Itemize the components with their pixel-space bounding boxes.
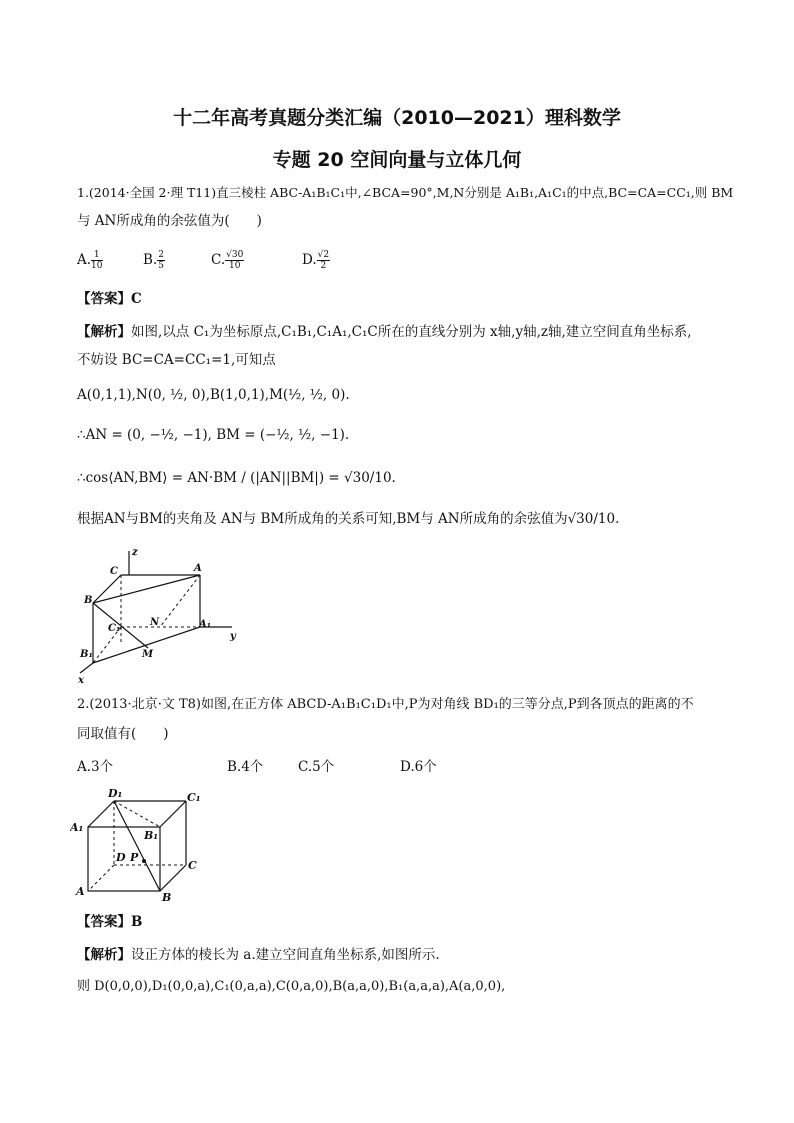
q2-option-c: C.5个 [298, 759, 335, 775]
fig2-label-c: C [188, 859, 197, 872]
page-subtitle: 专题 20 空间向量与立体几何 [272, 149, 522, 171]
q1-stem-line2: 与 AN所成角的余弦值为( ) [77, 213, 262, 229]
fig1-label-a: A [194, 563, 202, 574]
q1-option-a: A. $\frac{1}{10}$ [77, 250, 103, 271]
q1-option-d: D. $\frac{√2}{2}$ [302, 250, 330, 271]
fig1-label-z: z [132, 547, 138, 558]
fig2-label-d1: D₁ [108, 787, 123, 800]
fig1-label-n: N [150, 617, 160, 628]
q1-options [77, 250, 477, 276]
fig1-label-b1: B₁ [80, 649, 93, 660]
fig1-label-c: C [110, 566, 118, 577]
q2-analysis-head: 【解析】 [77, 947, 131, 963]
q1-analysis-line2: 不妨设 BC=CA=CC₁=1,可知点 [77, 352, 276, 368]
q1-analysis-head: 【解析】 [77, 324, 131, 340]
q1-option-b: B. $\frac{2}{5}$ [143, 250, 164, 271]
fig2-label-a1: A₁ [70, 821, 84, 834]
fig1-label-a1: A₁ [199, 619, 212, 630]
fig1-label-x: x [78, 675, 84, 685]
q2-answer: 【答案】B [77, 914, 143, 930]
q2-option-d: D.6个 [400, 759, 437, 775]
fig1-label-y: y [230, 631, 236, 642]
q2-option-b: B.4个 [227, 759, 264, 775]
fig2-label-c1: C₁ [187, 791, 201, 804]
q1-option-c: C. $\frac{√30}{10}$ [211, 250, 244, 271]
q2-coords: 则 D(0,0,0),D₁(0,0,a),C₁(0,a,a),C(0,a,0),B(a,a,0),B₁(a,a,a),A(a,0,0), [77, 979, 506, 994]
fig2-label-a: A [76, 885, 85, 898]
fig1-label-b: B [84, 595, 93, 606]
q1-coords: A(0,1,1),N(0, ½, 0),B(1,0,1),M(½, ½, 0). [77, 387, 350, 403]
q1-answer: 【答案】C [77, 291, 142, 307]
q1-stem-line1: 1.(2014·全国 2·理 T11)直三棱柱 ABC-A₁B₁C₁中,∠BCA=90°,M,N分别是 A₁B₁,A₁C₁的中点,BC=CA=CC₁,则 BM [77, 185, 734, 200]
q2-cube-figure [70, 785, 210, 903]
q2-stem-line1: 2.(2013·北京·文 T8)如图,在正方体 ABCD-A₁B₁C₁D₁中,P为对角线 BD₁的三等分点,P到各顶点的距离的不 [77, 697, 694, 712]
q1-prism-figure [72, 545, 252, 685]
fig1-label-m: M [142, 649, 154, 660]
fig2-label-p: P [130, 851, 139, 864]
fig1-label-c1: C₁ [108, 623, 121, 634]
q1-vectors: ∴AN = (0, −½, −1), BM = (−½, ½, −1). [77, 427, 350, 443]
q1-conclusion: 根据AN与BM的夹角及 AN与 BM所成角的关系可知,BM与 AN所成角的余弦值为√30/10. [77, 511, 620, 527]
q2-option-a: A.3个 [77, 759, 114, 775]
page-title: 十二年高考真题分类汇编（2010—2021）理科数学 [173, 107, 621, 129]
fig2-label-d: D [116, 851, 126, 864]
fig2-label-b1: B₁ [144, 829, 159, 842]
q1-analysis-line1: 【解析】如图,以点 C₁为坐标原点,C₁B₁,C₁A₁,C₁C所在的直线分别为 x轴,y轴,z轴,建立空间直角坐标系, [77, 324, 692, 340]
q2-analysis-line1: 【解析】设正方体的棱长为 a.建立空间直角坐标系,如图所示. [77, 947, 440, 963]
fig2-label-b: B [162, 891, 172, 903]
q1-cos: ∴cos⟨AN,BM⟩ = AN·BM / (|AN||BM|) = √30/10. [77, 470, 396, 486]
q2-stem-line2: 同取值有( ) [77, 726, 169, 742]
